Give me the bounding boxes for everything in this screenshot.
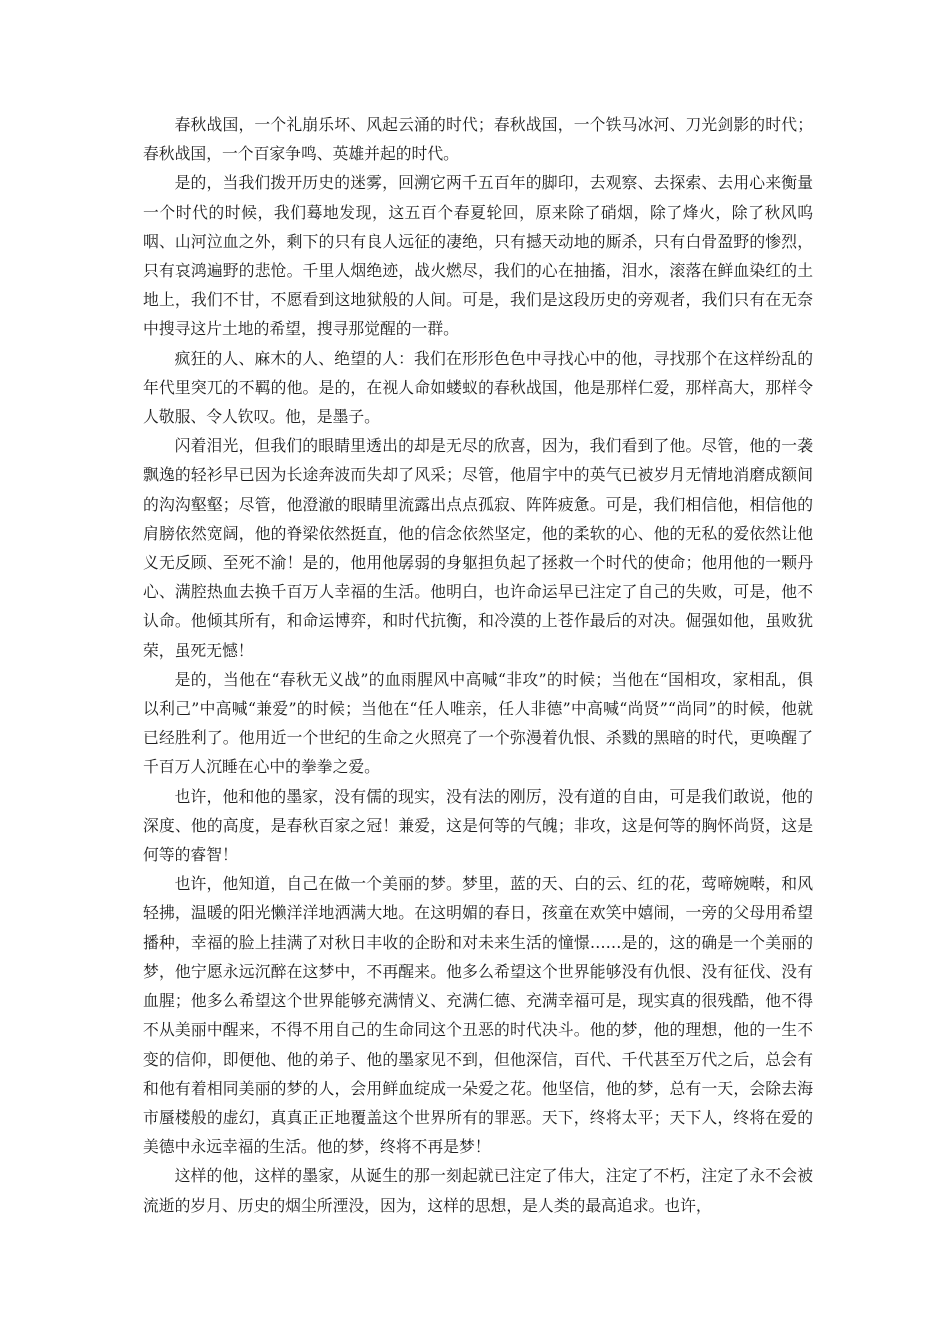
paragraph-7: 也许，他知道，自己在做一个美丽的梦。梦里，蓝的天、白的云、红的花，莺啼婉啭，和风轻拂，温暖的阳光懒洋洋地洒满大地。在这明媚的春日，孩童在欢笑中嬉闹，一旁的父母用希望播种，幸福的脸上挂满了对秋日丰收的企盼和对未来生活的憧憬……是的，这的确是一个美丽的梦，他宁愿永远沉醉在这梦中，不再醒来。他多么希望这个世界能够没有仇恨、没有征伐、没有血腥；他多么希望这个世界能够充满情义、充满仁德、充满幸福可是，现实真的很残酷，他不得不从美丽中醒来，不得不用自己的生命同这个丑恶的时代决斗。他的梦，他的理想，他的一生不变的信仰，即便他、他的弟子、他的墨家见不到，但他深信，百代、千代甚至万代之后，总会有和他有着相同美丽的梦的人，会用鲜血绽成一朵爱之花。他坚信，他的梦，总有一天，会除去海市蜃楼般的虚幻，真真正正地覆盖这个世界所有的罪恶。天下，终将太平；天下人，终将在爱的美德中永远幸福的生活。他的梦，终将不再是梦！ xyxy=(143,874,813,1157)
paragraph-3: 疯狂的人、麻木的人、绝望的人：我们在形形色色中寻找心中的他，寻找那个在这样纷乱的年代里突兀的不羁的他。是的，在视人命如蝼蚁的春秋战国，他是那样仁爱，那样高大，那样令人敬服、令人钦叹。他，是墨子。 xyxy=(143,348,813,427)
paragraph-8: 这样的他，这样的墨家，从诞生的那一刻起就已注定了伟大，注定了不朽，注定了永不会被流逝的岁月、历史的烟尘所湮没，因为，这样的思想，是人类的最高追求。也许， xyxy=(143,1166,813,1215)
paragraph-1: 春秋战国，一个礼崩乐坏、风起云涌的时代；春秋战国，一个铁马冰河、刀光剑影的时代；春秋战国，一个百家争鸣、英雄并起的时代。 xyxy=(143,115,813,164)
paragraph-2: 是的，当我们拨开历史的迷雾，回溯它两千五百年的脚印，去观察、去探索、去用心来衡量一个时代的时候，我们蓦地发现，这五百个春夏轮回，原来除了硝烟，除了烽火，除了秋风呜咽、山河泣血之外，剩下的只有良人远征的凄绝，只有撼天动地的厮杀，只有白骨盈野的惨烈，只有哀鸿遍野的悲怆。千里人烟绝迹，战火燃尽，我们的心在抽搐，泪水，滚落在鲜血染红的土地上，我们不甘，不愿看到这地狱般的人间。可是，我们是这段历史的旁观者，我们只有在无奈中搜寻这片土地的希望，搜寻那觉醒的一群。 xyxy=(143,173,813,339)
paragraph-4: 闪着泪光，但我们的眼睛里透出的却是无尽的欣喜，因为，我们看到了他。尽管，他的一袭飘逸的轻衫早已因为长途奔波而失却了风采；尽管，他眉宇中的英气已被岁月无情地消磨成额间的沟沟壑壑；尽管，他澄澈的眼睛里流露出点点孤寂、阵阵疲惫。可是，我们相信他，相信他的肩膀依然宽阔，他的脊梁依然挺直，他的信念依然坚定，他的柔软的心、他的无私的爱依然让他义无反顾、至死不渝！是的，他用他孱弱的身躯担负起了拯救一个时代的使命；他用他的一颗丹心、满腔热血去换千百万人幸福的生活。他明白，也许命运早已注定了自己的失败，可是，他不认命。他倾其所有，和命运博弈，和时代抗衡，和冷漠的上苍作最后的对决。倔强如他，虽败犹荣，虽死无憾！ xyxy=(143,436,813,660)
paragraph-6: 也许，他和他的墨家，没有儒的现实，没有法的刚厉，没有道的自由，可是我们敢说，他的深度、他的高度，是春秋百家之冠！兼爱，这是何等的气魄；非攻，这是何等的胸怀尚贤，这是何等的睿智！ xyxy=(143,786,813,865)
paragraph-5: 是的，当他在“春秋无义战”的血雨腥风中高喊“非攻”的时候；当他在“国相攻，家相乱，俱以利己”中高喊“兼爱”的时候；当他在“任人唯亲，任人非德”中高喊“尚贤”“尚同”的时候，他就已经胜利了。他用近一个世纪的生命之火照亮了一个弥漫着仇恨、杀戮的黑暗的时代，更唤醒了千百万人沉睡在心中的拳拳之爱。 xyxy=(143,669,813,777)
essay-body xyxy=(143,110,813,1220)
